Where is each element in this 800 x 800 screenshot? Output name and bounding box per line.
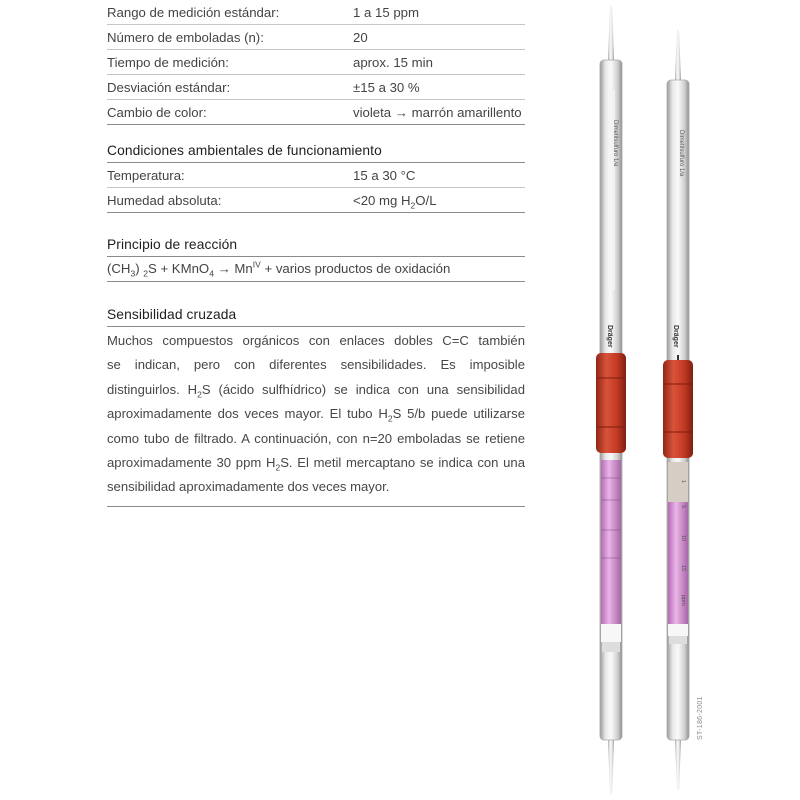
paragraph-line: sensibilidad aproximadamente dos veces mayor. [107,479,390,495]
subscript: 2 [387,413,393,424]
tube-left [596,6,626,794]
spec-label: Temperatura: [107,167,185,183]
reaction-section [107,234,525,282]
spec-value: 15 a 30 °C [353,167,416,183]
text-part: S (ácido sulfhídrico) se indica con una sensibilidad [201,381,525,397]
subscript: 2 [143,268,148,279]
red-sleeve [596,353,626,453]
spec-label: Desviación estándar: [107,79,231,95]
reaction-title: Principio de reacción [107,234,525,257]
cross-sensitivity-title: Sensibilidad cruzada [107,304,525,327]
formula-part: → Mn [213,261,253,276]
brand-logo: Dräger [672,325,679,348]
spec-row-color-change [107,100,525,125]
text-part: S 5/b puede utilizarse [392,406,525,422]
spec-label: Cambio de color: [107,104,207,120]
formula-part: (CH [107,261,131,276]
spec-row-temperature [107,163,525,188]
specifications-table [107,0,525,125]
text-part: aproximadamente dos veces mayor. El tubo H [107,406,388,422]
conditions-title: Condiciones ambientales de funcionamiento [107,140,525,163]
scale-mark: 15 [680,565,686,572]
spec-row-humidity [107,188,525,213]
paragraph-line [107,378,525,402]
paragraph-line: Muchos compuestos orgánicos con enlaces dobles C=C también [107,333,525,348]
spec-value: 20 [353,29,368,45]
tube-label: Dimetilsulfuro 1/a [612,120,618,167]
spec-value [353,192,525,211]
text-part: distinguirlos. H [107,381,198,397]
spec-label: Número de emboladas (n): [107,29,264,45]
tube-label: Dimetilsulfuro 1/a [678,130,684,177]
text-part: S. El metil mercaptano se indica con una [280,455,525,471]
paragraph-line [107,402,525,426]
spec-row-range [107,0,525,25]
spec-label: Tiempo de medición: [107,54,229,70]
subscript: 2 [410,200,416,211]
humidity-suffix: O/L [415,192,437,208]
tube-right [663,30,693,790]
scale-mark: 10 [680,535,686,542]
formula-part: S + KMnO [147,261,210,276]
formula-part: + varios productos de oxidación [260,261,451,276]
scale-mark: 1 [680,480,686,484]
spec-label: Humedad absoluta: [107,192,222,208]
spec-value: ±15 a 30 % [353,79,420,95]
formula-part: ) [135,261,144,276]
spec-row-time [107,50,525,75]
brand-logo: Dräger [606,325,613,348]
subscript: 2 [275,462,281,473]
humidity-prefix: <20 mg H [353,192,411,208]
scale-mark: 5 [680,505,686,509]
spec-label: Rango de medición estándar: [107,4,280,20]
scale-unit: ppm [680,595,686,606]
paragraph-line [107,451,525,475]
paragraph-line: como tubo de filtrado. A continuación, con n=20 emboladas se retiene [107,430,525,446]
spec-value: aprox. 15 min [353,54,433,70]
subscript: 3 [130,268,136,279]
conditions-section [107,140,525,213]
reaction-formula [107,257,525,282]
reagent-fill [601,460,621,624]
red-sleeve [663,360,693,458]
cross-sensitivity-paragraph [107,327,525,507]
catalog-code: ST-186-2001 [697,696,704,740]
spec-row-strokes [107,25,525,50]
spec-row-deviation [107,75,525,100]
detector-tubes-image [570,0,720,800]
superscript: IV [252,259,261,270]
paragraph-line: se indican, pero con diferentes sensibilidades. Es imposible [107,357,525,373]
subscript: 4 [209,268,214,279]
spec-value: 1 a 15 ppm [353,4,419,20]
text-part: aproximadamente 30 ppm H [107,455,276,471]
cross-sensitivity-section [107,304,525,507]
subscript: 2 [197,389,202,400]
spec-value: violeta → marrón amarillento [353,104,522,120]
